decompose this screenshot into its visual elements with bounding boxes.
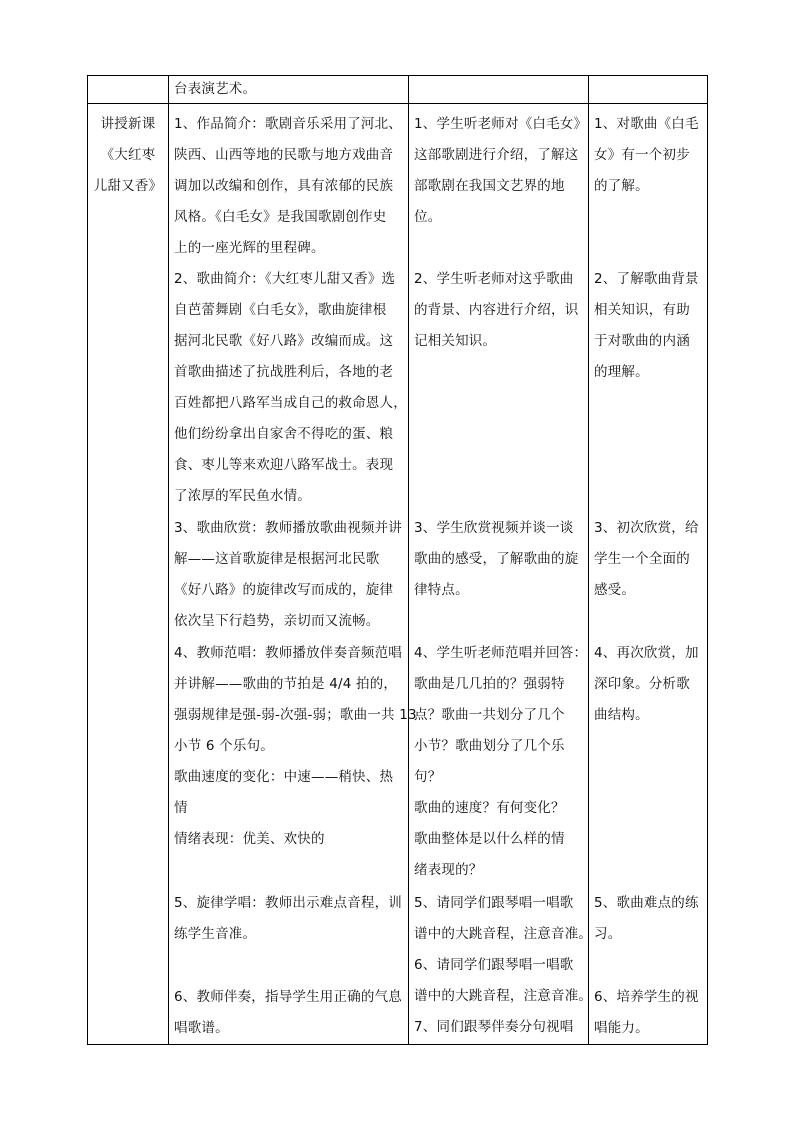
text-line: 唱能力。 (594, 1020, 649, 1036)
text-line: 儿甜又香》 (93, 178, 163, 194)
text-line: 3、初次欣赏，给 (594, 520, 699, 536)
text-line: 4、再次欣赏，加 (594, 645, 699, 661)
text-line: 了浓厚的军民鱼水情。 (174, 488, 311, 504)
teaching-content-2 (174, 264, 407, 512)
text-line: 点？歌曲一共划分了几个 (414, 707, 565, 723)
text-line: 1、学生听老师对《白毛女》 (414, 116, 588, 132)
design-purpose-5 (594, 888, 699, 950)
text-line: 小节 6 个乐句。 (174, 738, 274, 754)
student-activity-4 (414, 638, 587, 886)
text-line: 这部歌剧进行介绍，了解这 (414, 147, 579, 163)
text-line: 的理解。 (594, 364, 649, 380)
teaching-content-5 (174, 888, 402, 950)
text-line: 6、教师伴奏，指导学生用正确的气息 (174, 989, 402, 1005)
text-line: 相关知识，有助 (594, 302, 690, 318)
text-line: 练学生音准。 (174, 926, 257, 942)
design-purpose-3 (594, 513, 699, 606)
text-line: 据河北民歌《好八路》改编而成。这 (174, 333, 394, 349)
text-line: 句？ (414, 769, 442, 785)
text-line: 部歌剧在我国文艺界的地 (414, 178, 565, 194)
text-line: 3、学生欣赏视频并谈一谈 (414, 520, 574, 536)
text-line: 歌曲的速度？有何变化？ (414, 800, 565, 816)
text-line: 歌曲速度的变化：中速——稍快、热 (174, 769, 394, 785)
text-line: 5、旋律学唱：教师出示难点音程，训 (174, 895, 402, 911)
column-divider-2 (408, 75, 409, 1045)
row0-content-cell (174, 74, 256, 105)
student-activity-1 (414, 109, 587, 233)
text-line: 2、了解歌曲背景 (594, 271, 699, 287)
text-line: 习。 (594, 926, 622, 942)
teaching-content-1 (174, 109, 402, 264)
column-divider-1 (168, 75, 169, 1045)
design-purpose-4 (594, 638, 699, 731)
text-line: 《好八路》的旋律改写而成的，旋律 (174, 582, 394, 598)
text-line: 2、歌曲简介：《大红枣儿甜又香》选 (174, 271, 396, 287)
text-line: 谱中的大跳音程，注意音准。 (414, 988, 593, 1004)
text-line: 歌曲的感受，了解歌曲的旋 (414, 551, 579, 567)
design-purpose-2 (594, 264, 699, 388)
text-line: 讲授新课 (100, 116, 156, 132)
text-line: 陕西、山西等地的民歌与地方戏曲音 (174, 147, 394, 163)
text-line: 的了解。 (594, 178, 649, 194)
text-line: 7、同们跟琴伴奏分句视唱 (414, 1019, 574, 1035)
text-line: 谱中的大跳音程，注意音准。 (414, 926, 593, 942)
student-activity-5 (414, 888, 592, 1043)
teaching-content-4 (174, 638, 417, 855)
text-line: 风格。《白毛女》是我国歌剧创作史 (174, 209, 387, 225)
text-line: 歌曲是几几拍的？强弱特 (414, 676, 565, 692)
text-line: 并讲解——歌曲的节拍是 4/4 拍的， (174, 676, 398, 692)
text-line: 4、教师范唱：教师播放伴奏音频范唱 (174, 645, 402, 661)
text-line: 1、作品简介：歌剧音乐采用了河北、 (174, 116, 402, 132)
text-line: 4、学生听老师范唱并回答： (414, 645, 588, 661)
design-purpose-1 (594, 109, 699, 202)
text-line: 律特点。 (414, 582, 469, 598)
text-line: 1、对歌曲《白毛 (594, 116, 699, 132)
text-line: 强弱规律是强-弱-次强-弱；歌曲一共 13 (174, 707, 417, 723)
text-line: 深印象。分析歌 (594, 676, 690, 692)
text-line: 自芭蕾舞剧《白毛女》，歌曲旋律根 (174, 302, 387, 318)
design-purpose-6 (594, 982, 699, 1044)
student-activity-3 (414, 513, 578, 606)
text-line: 6、请同学们跟琴唱一唱歌 (414, 957, 574, 973)
student-activity-2 (414, 264, 578, 357)
table-right-border (707, 75, 708, 1045)
lesson-stage-cell (88, 109, 168, 202)
text-line: 感受。 (594, 582, 636, 598)
teaching-content-3 (174, 513, 402, 637)
text-line: 5、请同学们跟琴唱一唱歌 (414, 895, 574, 911)
text-line: 的背景、内容进行介绍，识 (414, 302, 579, 318)
text-line: 情 (174, 800, 188, 816)
text-line: 于对歌曲的内涵 (594, 333, 690, 349)
text-line: 解——这首歌旋律是根据河北民歌 (174, 551, 380, 567)
text-line: 他们纷纷拿出自家舍不得吃的蛋、粮 (174, 426, 394, 442)
text-line: 女》有一个初步 (594, 147, 690, 163)
text-line: 学生一个全面的 (594, 551, 690, 567)
text-line: 绪表现的？ (414, 862, 483, 878)
text-line: 百姓都把八路军当成自己的救命恩人， (174, 395, 407, 411)
text-line: 3、歌曲欣赏：教师播放歌曲视频并讲 (174, 520, 402, 536)
table-bottom-border (87, 1044, 708, 1045)
text-line: 2、学生听老师对这乎歌曲 (414, 271, 574, 287)
text-line: 6、培养学生的视 (594, 989, 699, 1005)
text-line: 调加以改编和创作，具有浓郁的民族 (174, 178, 394, 194)
text-line: 情绪表现：优美、欢快的 (174, 831, 325, 847)
teaching-content-6 (174, 982, 402, 1044)
text-line: 首歌曲描述了抗战胜利后，各地的老 (174, 364, 394, 380)
text-line: 小节？歌曲划分了几个乐 (414, 738, 565, 754)
text-line: 位。 (414, 209, 442, 225)
text-line: 依次呈下行趋势，亲切而又流畅。 (174, 613, 380, 629)
text-line: 《大红枣 (100, 147, 156, 163)
text-line: 5、歌曲难点的练 (594, 895, 699, 911)
text-line: 歌曲整体是以什么样的情 (414, 831, 565, 847)
text-line: 曲结构。 (594, 707, 649, 723)
table-left-border (87, 75, 88, 1045)
text-line: 记相关知识。 (414, 333, 497, 349)
text-line: 台表演艺术。 (174, 81, 257, 97)
text-line: 食、枣儿等来欢迎八路军战士。表现 (174, 457, 394, 473)
text-line: 唱歌谱。 (174, 1020, 229, 1036)
text-line: 上的一座光辉的里程碑。 (174, 240, 325, 256)
